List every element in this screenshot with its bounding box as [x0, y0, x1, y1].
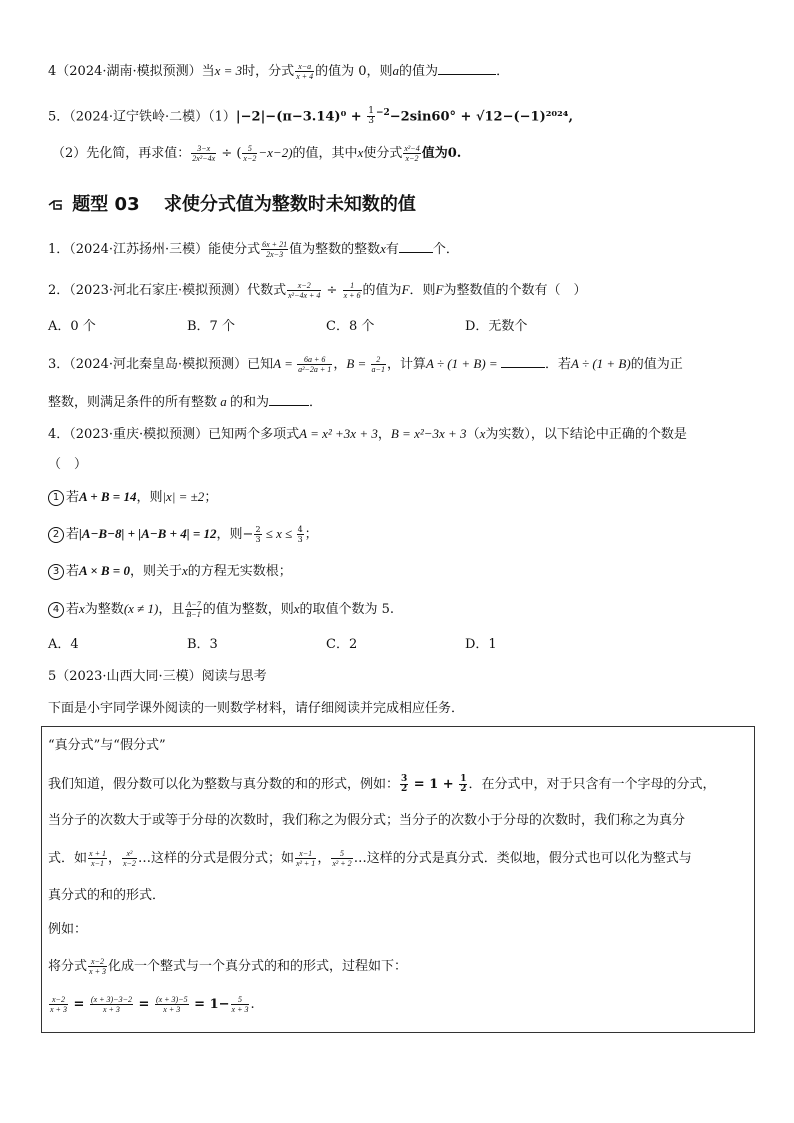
s4-end: 的值为整数，则 — [202, 602, 294, 617]
p3-e4 — [331, 849, 352, 868]
box-title-text: “真分式”与“假分式” — [48, 738, 166, 753]
s2 — [90, 995, 133, 1014]
q4p-cond: x = 3 — [214, 63, 243, 78]
s4-fd: B−1 — [186, 610, 201, 619]
q5p-expr: |−2|−(π−3.14)⁰ + — [235, 109, 367, 125]
s3-expr: A × B = 0 — [79, 563, 130, 578]
p6-fn: x−2 — [88, 957, 107, 967]
q5p2-prefix: （2）先化简，再求值： — [52, 146, 191, 161]
box-para-4 — [48, 887, 165, 905]
q3-l1mid: ．若 — [544, 357, 571, 372]
q4-option-d[interactable]: D．1 — [465, 637, 497, 652]
s1d: x + 3 — [50, 1005, 67, 1014]
q3-l2end: 的和为 — [230, 395, 270, 410]
q5p-prefix: 5．（2024·辽宁铁岭·二模）（1） — [48, 109, 236, 125]
section-label: 题型 03 — [72, 194, 140, 215]
q4p-mid: 时，分式 — [242, 64, 295, 79]
q5p2-f2 — [242, 144, 257, 163]
s3-var: x — [181, 563, 188, 578]
p1a: 我们知道，假分数可以化为整数与真分数的和的形式，例如： — [48, 777, 400, 792]
e3d: x² + 1 — [295, 859, 316, 868]
s2-end: ； — [304, 527, 318, 542]
q4-b: B = x²−3x + 3 — [390, 426, 467, 441]
q5p2-mid: 的值，其中 — [292, 146, 358, 161]
q4p-prefix: 4（2024·湖南·模拟预测）当 — [48, 64, 215, 79]
q2-option-d[interactable]: D．无数个 — [465, 319, 528, 334]
s2n: (x + 3)−3−2 — [90, 995, 132, 1004]
s4-fn: A−7 — [186, 600, 201, 609]
q3-af — [297, 355, 332, 374]
q5p2-mid2: 使分式 — [363, 146, 403, 161]
s1-pre: 若 — [66, 490, 80, 505]
q2-option-a[interactable]: A．0 个 — [48, 319, 96, 334]
q5p-rest: −2sin60° + √12−(−1)²⁰²⁴, — [389, 109, 574, 125]
q5-l2: 下面是小宇同学课外阅读的一则数学材料，请仔细阅读并完成相应任务． — [48, 701, 465, 716]
p1-g — [459, 775, 467, 794]
q3-l1end: 的值为正 — [630, 357, 683, 372]
q5p2-var: x — [357, 145, 364, 160]
circled-number-icon: 4 — [48, 602, 64, 618]
p6-f — [88, 957, 107, 976]
pointing-hand-icon — [48, 198, 66, 212]
q4-statement-2 — [48, 525, 318, 544]
q1-end: 有 — [385, 242, 399, 257]
q4-paren: （ — [466, 427, 480, 442]
q4-option-c[interactable]: C．2 — [326, 637, 358, 652]
section-title: 求使分式值为整数时未知数的值 — [163, 194, 416, 215]
q4p-fraction — [295, 62, 314, 81]
p3b: …这样的分式是假分式；如 — [137, 851, 294, 866]
p1-gn: 1 — [460, 774, 467, 784]
q1-end2: 个． — [432, 242, 459, 257]
box-para-6 — [48, 957, 407, 976]
q3-prefix: 3．（2024·河北秦皇岛·模拟预测）已知 — [48, 357, 274, 372]
s2-f — [254, 525, 261, 544]
q4p-end: 的值为 — [399, 64, 439, 79]
q4-statement-1 — [48, 488, 217, 507]
p1b: ．在分式中，对于只含有一个字母的分式， — [468, 777, 716, 792]
question-5-prev-part2 — [52, 144, 461, 163]
s2-g — [297, 525, 304, 544]
eq3: = 1− — [189, 997, 230, 1012]
q5p2-f1d: 2x²−4x — [192, 154, 216, 163]
q4-var: x — [479, 426, 486, 441]
s2-mid: ，则 — [216, 527, 243, 542]
q2-f2n: 1 — [343, 281, 362, 291]
q4p-period: ． — [496, 64, 510, 79]
sep2: ， — [317, 851, 331, 866]
q4-paren-end: 为实数），以下结论中正确的个数是 — [485, 427, 687, 442]
q5p2-f1n: 3−x — [191, 144, 216, 154]
q2-var: F — [401, 282, 410, 297]
box-derivation — [48, 995, 255, 1014]
q4-option-a[interactable]: A．4 — [48, 637, 79, 652]
p3-e3 — [295, 849, 316, 868]
s2-fn: 2 — [255, 525, 261, 534]
s4 — [231, 995, 250, 1014]
p1-fn: 3 — [401, 774, 408, 784]
q1-num: 6x + 21 — [262, 240, 288, 249]
question-2 — [48, 281, 587, 300]
q1-prefix: 1．（2024·江苏扬州·三模）能使分式 — [48, 242, 261, 257]
e1d: x−1 — [91, 859, 104, 868]
e3n: x−1 — [295, 849, 316, 859]
q4p-den: x + 4 — [296, 72, 314, 81]
q5p-exp: −2 — [375, 108, 390, 118]
q2-end: ．则 — [409, 283, 436, 298]
q4p-suffix: 的值为 0，则 — [315, 64, 393, 79]
p1-fd: 2 — [401, 784, 408, 794]
q3-an: 6a + 6 — [297, 355, 332, 365]
s3d: x + 3 — [163, 1005, 181, 1014]
p3c: …这样的分式是真分式．类似地，假分式也可以化为整式与 — [353, 851, 692, 866]
eq2: = — [133, 997, 154, 1012]
q2-mid: 的值为 — [362, 283, 402, 298]
question-5-line2 — [48, 700, 464, 718]
q3-expr2: A ÷ (1 + B) — [570, 356, 631, 371]
q3-b: B = — [346, 356, 370, 371]
question-3-line1 — [48, 355, 683, 374]
q3-l2period: ． — [309, 395, 323, 410]
q4-statement-3 — [48, 562, 292, 581]
q4-options — [48, 636, 604, 654]
q5p2-f2n: 5 — [242, 144, 257, 154]
p6-fd: x + 3 — [89, 967, 106, 976]
q3-ad: a²−2a + 1 — [298, 365, 332, 374]
box-para-5 — [48, 921, 87, 939]
q2-op: ÷ — [322, 283, 342, 298]
q4-option-b[interactable]: B．3 — [187, 637, 218, 652]
s2-res-pre: − — [242, 527, 254, 542]
answer-blank[interactable] — [438, 74, 496, 75]
sep1: ， — [107, 851, 121, 866]
q4-statement-4 — [48, 600, 394, 619]
s1-end: ； — [204, 490, 218, 505]
s4-var2: x — [293, 601, 300, 616]
s2-gd: 3 — [297, 535, 303, 544]
q4-a: A = x² +3x + 3 — [299, 426, 378, 441]
q2-f1d: x²−4x + 4 — [288, 291, 321, 300]
s2d: x + 3 — [102, 1005, 120, 1014]
s2-expr: |A−B−8| + |A−B + 4| = 12 — [79, 526, 217, 541]
q4p-num: x−a — [295, 62, 314, 72]
q3-bf — [371, 355, 386, 374]
q5p-third — [367, 107, 375, 126]
question-4-prev — [48, 62, 509, 81]
q3-l2start: 整数，则满足条件的所有整数 — [48, 395, 218, 410]
s1-res: |x| = ±2 — [162, 489, 205, 504]
q2-end2: 为整数值的个数有（ ） — [443, 283, 587, 298]
e1n: x + 1 — [89, 849, 106, 858]
box-title — [48, 737, 166, 755]
s4d: x + 3 — [231, 1005, 249, 1014]
q4-answer-paren: （ ） — [48, 457, 88, 472]
s1-mid: ，则 — [136, 490, 163, 505]
q2-f1 — [287, 281, 321, 300]
e2n: x² — [122, 849, 137, 859]
s4-var: x — [79, 601, 85, 616]
e4n: 5 — [331, 849, 352, 859]
q5p2-f1 — [191, 144, 216, 163]
q2-option-b[interactable]: B．7 个 — [187, 319, 235, 334]
p1-eq: = 1 + — [409, 777, 459, 792]
answer-blank[interactable] — [501, 367, 545, 368]
circled-number-icon: 2 — [48, 527, 64, 543]
s1 — [49, 995, 68, 1014]
s4-end2: 的取值个数为 5. — [299, 602, 395, 617]
s2-fd: 3 — [255, 535, 261, 544]
box-para-1 — [48, 775, 716, 794]
q1-var: x — [380, 241, 386, 256]
box-para-2 — [48, 812, 685, 830]
p2: 当分子的次数大于或等于分母的次数时，我们称之为假分式；当分子的次数小于分母的次数时，我们称之为真分 — [48, 813, 686, 828]
q3-sep: ， — [333, 357, 347, 372]
s1-expr: A + B = 14 — [79, 489, 137, 504]
q1-den: 2x−3 — [266, 250, 284, 259]
question-4-line2 — [48, 456, 87, 474]
s3n: (x + 3)−5 — [155, 995, 188, 1004]
s2-gn: 4 — [297, 525, 303, 534]
deriv-end: . — [250, 997, 255, 1012]
q2-f2d: x + 6 — [343, 291, 361, 300]
p3-e2 — [122, 849, 137, 868]
p6a: 将分式 — [48, 959, 88, 974]
q5p2-f2d: x−2 — [243, 154, 257, 163]
q5p2-f3 — [403, 144, 420, 163]
e4d: x² + 2 — [332, 859, 352, 868]
s2-res-mid: ≤ x ≤ — [262, 526, 296, 541]
p5: 例如： — [48, 922, 88, 937]
p3-e1 — [88, 849, 107, 868]
q1-fraction — [261, 240, 288, 259]
box-para-3 — [48, 849, 692, 868]
q5p2-end: 值为0. — [421, 146, 462, 161]
q3-bn: 2 — [371, 355, 386, 365]
q2-var2: F — [435, 282, 444, 297]
s4n: 5 — [231, 995, 250, 1005]
s3-pre: 若 — [66, 564, 80, 579]
q3-calc-expr: A ÷ (1 + B) = — [425, 356, 501, 371]
question-3-line2 — [48, 393, 322, 412]
q3-bd: a−1 — [371, 365, 385, 374]
q5p2-f3n: x²−4 — [404, 144, 420, 153]
q5p2-div: ÷ ( — [217, 146, 242, 161]
p4: 真分式的和的形式． — [48, 888, 166, 903]
reading-material-box — [41, 726, 755, 1033]
p3a: 式．如 — [48, 851, 88, 866]
q5p-third-d: 3 — [368, 116, 374, 127]
s3-end: 的方程无实数根； — [187, 564, 292, 579]
q5p-third-n: 1 — [368, 106, 374, 117]
q4-sep: ， — [377, 427, 391, 442]
q1-mid: 值为整数的整数 — [289, 242, 381, 257]
eq1: = — [68, 997, 89, 1012]
s2-pre: 若 — [66, 527, 80, 542]
s4-pre: 若 — [66, 602, 80, 617]
q5p2-tail: −x−2) — [258, 145, 293, 160]
s3 — [155, 995, 189, 1014]
section-heading — [48, 190, 416, 216]
s4-f — [185, 600, 201, 619]
circled-number-icon: 1 — [48, 490, 64, 506]
q2-option-c[interactable]: C．8 个 — [326, 319, 375, 334]
s4-mid: 为整数 — [84, 602, 124, 617]
q2-f2 — [343, 281, 362, 300]
q5-l1: 5（2023·山西大同·三模）阅读与思考 — [48, 669, 267, 684]
answer-blank[interactable] — [399, 252, 433, 253]
s3-mid: ，则关于 — [129, 564, 182, 579]
q2-prefix: 2．（2023·河北石家庄·模拟预测）代数式 — [48, 283, 287, 298]
p6b: 化成一个整式与一个真分式的和的形式，过程如下： — [107, 959, 407, 974]
question-5-prev-part1 — [48, 104, 573, 126]
question-4-line1 — [48, 425, 687, 444]
q4p-var: a — [392, 63, 400, 78]
q5p2-f3d: x−2 — [405, 154, 419, 163]
circled-number-icon: 3 — [48, 564, 64, 580]
question-1 — [48, 240, 459, 259]
p1-f — [400, 775, 408, 794]
q2-f1n: x−2 — [287, 281, 321, 291]
q3-l2var: a — [217, 394, 231, 409]
s4-cond: (x ≠ 1) — [123, 601, 159, 616]
q3-a: A = — [273, 356, 297, 371]
q3-calc: ，计算 — [386, 357, 426, 372]
question-5-line1 — [48, 668, 267, 686]
s4-mid2: ，且 — [158, 602, 185, 617]
q4-prefix: 4．（2023·重庆·模拟预测）已知两个多项式 — [48, 427, 300, 442]
s1n: x−2 — [49, 995, 68, 1005]
answer-blank[interactable] — [269, 405, 309, 406]
e2d: x−2 — [122, 859, 136, 868]
q2-options — [48, 318, 604, 336]
p1-gd: 2 — [460, 784, 467, 794]
